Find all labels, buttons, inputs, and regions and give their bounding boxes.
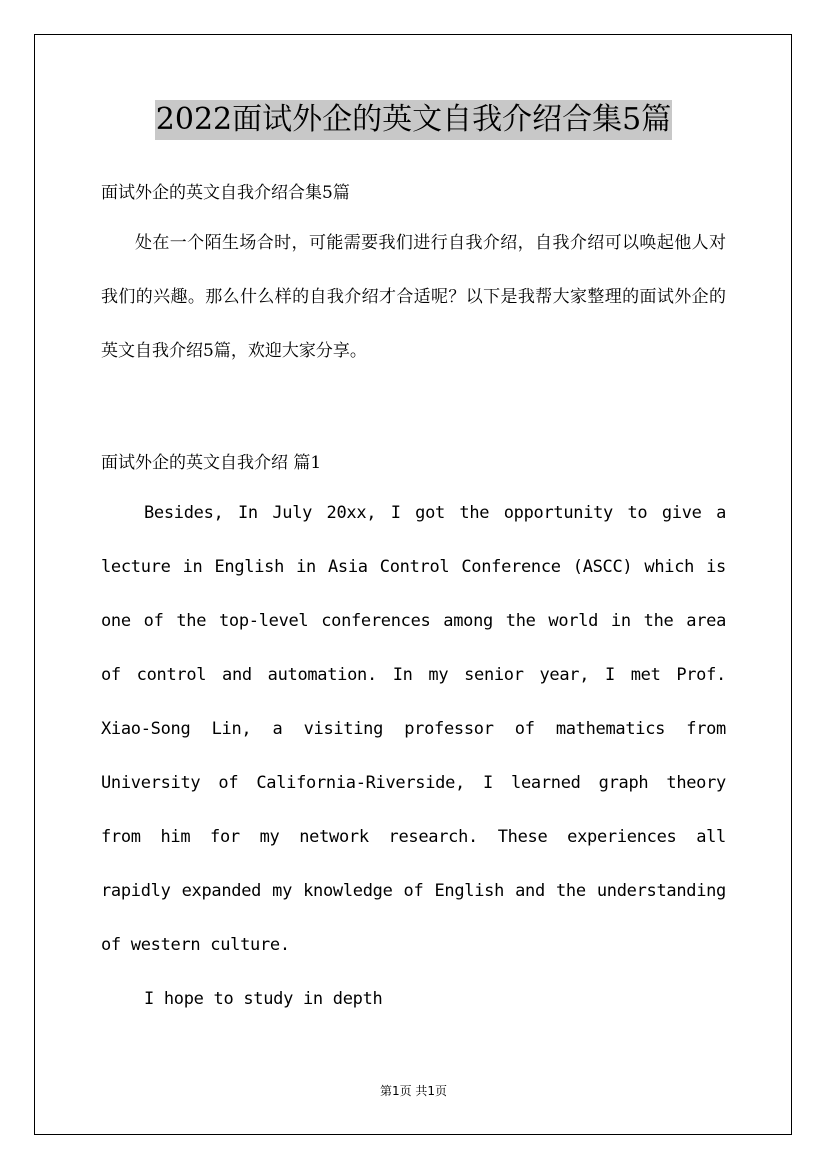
- page-footer: 第1页 共1页: [379, 1084, 448, 1098]
- document-body: [101, 170, 726, 1026]
- section-heading: 面试外企的英文自我介绍 篇1: [101, 453, 322, 473]
- document-title: 2022面试外企的英文自我介绍合集5篇: [155, 100, 672, 140]
- english-paragraph-2: I hope to study in depth: [144, 989, 383, 1009]
- english-paragraph-1: Besides, In July 20xx, I got the opportunity to give a lecture in English in Asia Control Conference (ASCC) which is one of the top-level conferences among the world in the area of control and automation. In my senior year, I met Prof. Xiao-Song Lin, a visiting professor of mathematics from University of California-Riverside, I learned graph theory from him for my network research. These experiences all rapidly expanded my knowledge of English and the understanding of western culture.: [101, 503, 726, 955]
- title-container: [0, 100, 827, 140]
- intro-paragraph: 处在一个陌生场合时，可能需要我们进行自我介绍，自我介绍可以唤起他人对我们的兴趣。那么什么样的自我介绍才合适呢？以下是我帮大家整理的面试外企的英文自我介绍5篇，欢迎大家分享。: [101, 233, 726, 361]
- document-subtitle: 面试外企的英文自我介绍合集5篇: [101, 183, 350, 203]
